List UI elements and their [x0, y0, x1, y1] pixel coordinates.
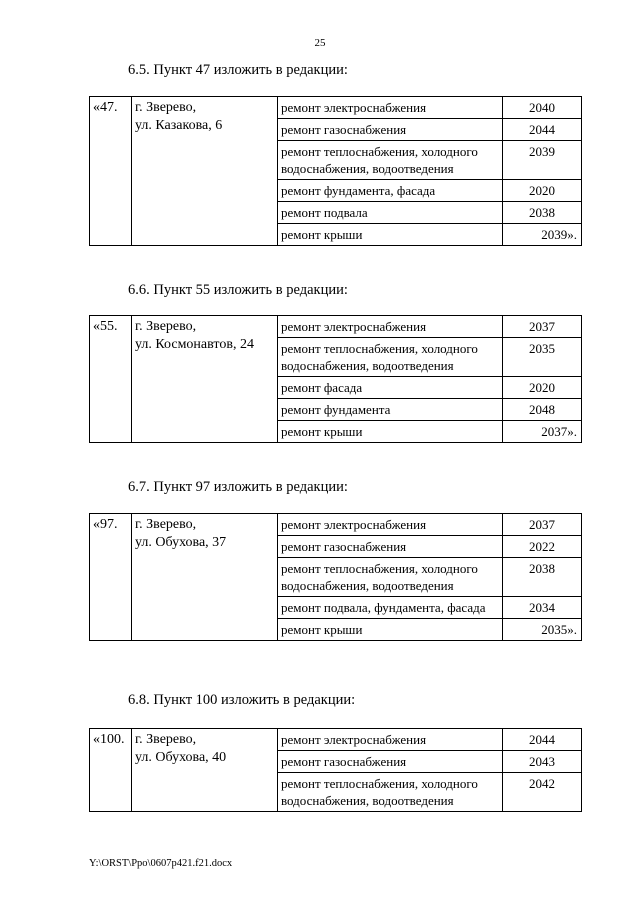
work-type: ремонт теплоснабжения, холодного водоснабжения, водоотведения	[278, 558, 503, 597]
amendment-table	[89, 96, 582, 246]
work-type: ремонт электроснабжения	[278, 97, 503, 119]
address-cell	[132, 729, 278, 812]
item-number: «100.	[90, 729, 132, 812]
work-type: ремонт подвала, фундамента, фасада	[278, 597, 503, 619]
work-year: 2044	[503, 729, 582, 751]
work-type: ремонт теплоснабжения, холодного водоснабжения, водоотведения	[278, 338, 503, 377]
table-row	[90, 514, 582, 536]
address-cell	[132, 97, 278, 246]
address-street: ул. Казакова, 6	[135, 118, 223, 133]
section-heading: 6.8. Пункт 100 изложить в редакции:	[128, 692, 356, 708]
work-year: 2034	[503, 597, 582, 619]
item-number: «97.	[90, 514, 132, 641]
table-row	[90, 316, 582, 338]
amendment-table	[89, 315, 582, 443]
amendment-table	[89, 513, 582, 641]
section-heading: 6.5. Пункт 47 изложить в редакции:	[128, 62, 348, 78]
address-cell	[132, 316, 278, 443]
work-type: ремонт крыши	[278, 619, 503, 641]
work-type: ремонт теплоснабжения, холодного водоснабжения, водоотведения	[278, 141, 503, 180]
work-type: ремонт электроснабжения	[278, 729, 503, 751]
work-year: 2020	[503, 377, 582, 399]
work-year: 2038	[503, 202, 582, 224]
work-type: ремонт теплоснабжения, холодного водоснабжения, водоотведения	[278, 773, 503, 812]
section-heading: 6.7. Пункт 97 изложить в редакции:	[128, 479, 348, 495]
work-type: ремонт газоснабжения	[278, 536, 503, 558]
work-type: ремонт фасада	[278, 377, 503, 399]
address-city: г. Зверево,	[135, 732, 197, 747]
item-number: «47.	[90, 97, 132, 246]
address-city: г. Зверево,	[135, 100, 197, 115]
work-year: 2038	[503, 558, 582, 597]
work-year: 2020	[503, 180, 582, 202]
item-number: «55.	[90, 316, 132, 443]
address-city: г. Зверево,	[135, 517, 197, 532]
address-city: г. Зверево,	[135, 319, 197, 334]
page-number: 25	[314, 37, 326, 49]
work-year: 2044	[503, 119, 582, 141]
work-year: 2043	[503, 751, 582, 773]
work-type: ремонт электроснабжения	[278, 514, 503, 536]
work-type: ремонт электроснабжения	[278, 316, 503, 338]
work-type: ремонт подвала	[278, 202, 503, 224]
section-heading: 6.6. Пункт 55 изложить в редакции:	[128, 282, 348, 298]
work-year: 2040	[503, 97, 582, 119]
table-row	[90, 97, 582, 119]
work-year: 2048	[503, 399, 582, 421]
amendment-table	[89, 728, 582, 812]
file-path-footer: Y:\ORST\Ppo\0607p421.f21.docx	[89, 858, 233, 869]
work-year: 2037».	[503, 421, 582, 443]
work-type: ремонт газоснабжения	[278, 751, 503, 773]
work-year: 2042	[503, 773, 582, 812]
address-cell	[132, 514, 278, 641]
work-year: 2035	[503, 338, 582, 377]
work-type: ремонт фундамента, фасада	[278, 180, 503, 202]
work-year: 2037	[503, 514, 582, 536]
work-type: ремонт газоснабжения	[278, 119, 503, 141]
address-street: ул. Космонавтов, 24	[135, 337, 254, 352]
work-year: 2022	[503, 536, 582, 558]
work-type: ремонт фундамента	[278, 399, 503, 421]
address-street: ул. Обухова, 40	[135, 750, 227, 765]
work-type: ремонт крыши	[278, 224, 503, 246]
work-year: 2037	[503, 316, 582, 338]
table-row	[90, 729, 582, 751]
work-type: ремонт крыши	[278, 421, 503, 443]
work-year: 2039	[503, 141, 582, 180]
work-year: 2039».	[503, 224, 582, 246]
address-street: ул. Обухова, 37	[135, 535, 227, 550]
work-year: 2035».	[503, 619, 582, 641]
